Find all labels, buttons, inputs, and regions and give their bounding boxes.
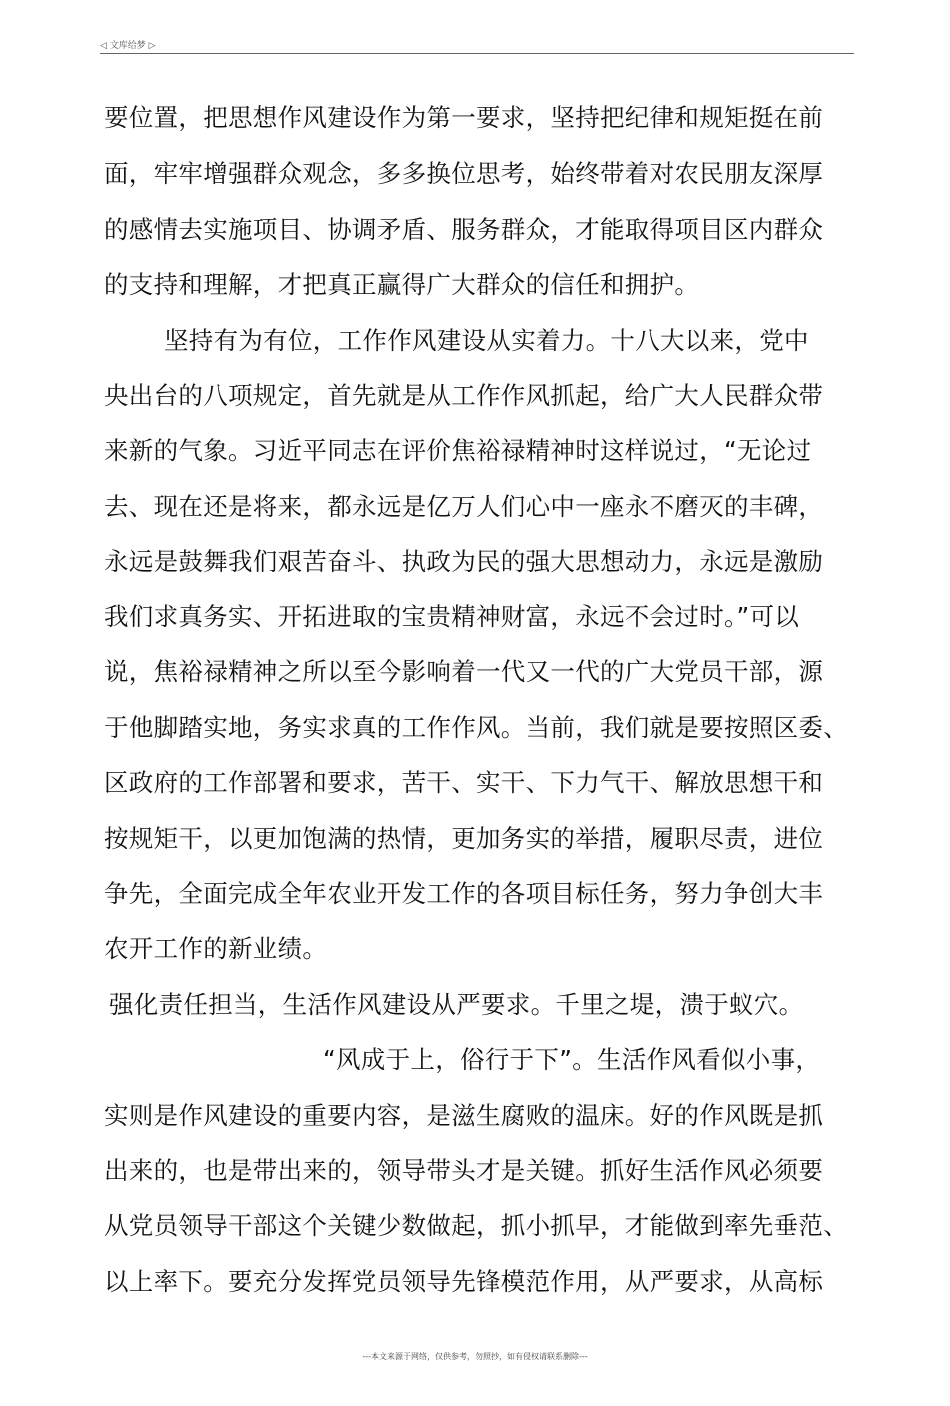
body-line: 于他脚踏实地，务实求真的工作作风。当前，我们就是要按照区委、: [104, 713, 848, 742]
body-line: 出来的，也是带出来的，领导带头才是关键。抓好生活作风必须要: [104, 1156, 824, 1185]
body-line: 要位置，把思想作风建设作为第一要求，坚持把纪律和规矩挺在前: [104, 103, 824, 132]
body-line: 农开工作的新业绩。: [104, 934, 328, 963]
body-line: “风成于上，俗行于下”。生活作风看似小事，: [323, 1045, 821, 1074]
body-line: 说，焦裕禄精神之所以至今影响着一代又一代的广大党员干部，源: [104, 657, 824, 686]
body-line: 区政府的工作部署和要求，苦干、实干、下力气干、解放思想干和: [104, 768, 824, 797]
body-line: 从党员领导干部这个关键少数做起，抓小抓早，才能做到率先垂范、: [104, 1211, 848, 1240]
body-line: 按规矩干，以更加饱满的热情，更加务实的举措，履职尽责，进位: [104, 824, 824, 853]
body-line: 面，牢牢增强群众观念，多多换位思考，始终带着对农民朋友深厚: [104, 159, 824, 188]
page-footer: ---本文来源于网络，仅供参考，勿照抄，如有侵权请联系删除---: [362, 1352, 588, 1361]
body-line: 的感情去实施项目、协调矛盾、服务群众，才能取得项目区内群众: [104, 215, 824, 244]
page-header: ◁ 文库给梦 ▷: [100, 41, 156, 51]
body-line: 坚持有为有位，工作作风建设从实着力。十八大以来，党中: [164, 326, 809, 355]
body-line: 央出台的八项规定，首先就是从工作作风抓起，给广大人民群众带: [104, 381, 824, 410]
body-line: 的支持和理解，才把真正赢得广大群众的信任和拥护。: [104, 270, 700, 299]
body-line: 永远是鼓舞我们艰苦奋斗、执政为民的强大思想动力，永远是激励: [104, 547, 824, 576]
body-line: 去、现在还是将来，都永远是亿万人们心中一座永不磨灭的丰碑，: [104, 492, 824, 521]
body-line: 以上率下。要充分发挥党员领导先锋模范作用，从严要求，从高标: [104, 1267, 824, 1296]
body-line: 我们求真务实、开拓进取的宝贵精神财富，永远不会过时。”可以: [104, 602, 800, 631]
header-divider: [100, 53, 854, 54]
body-line: 实则是作风建设的重要内容，是滋生腐败的温床。好的作风既是抓: [104, 1101, 824, 1130]
body-line: 强化责任担当，生活作风建设从严要求。千里之堤，溃于蚁穴。: [109, 990, 804, 1019]
body-line: 争先，全面完成全年农业开发工作的各项目标任务，努力争创大丰: [104, 879, 824, 908]
body-line: 来新的气象。习近平同志在评价焦裕禄精神时这样说过，“无论过: [104, 436, 812, 465]
